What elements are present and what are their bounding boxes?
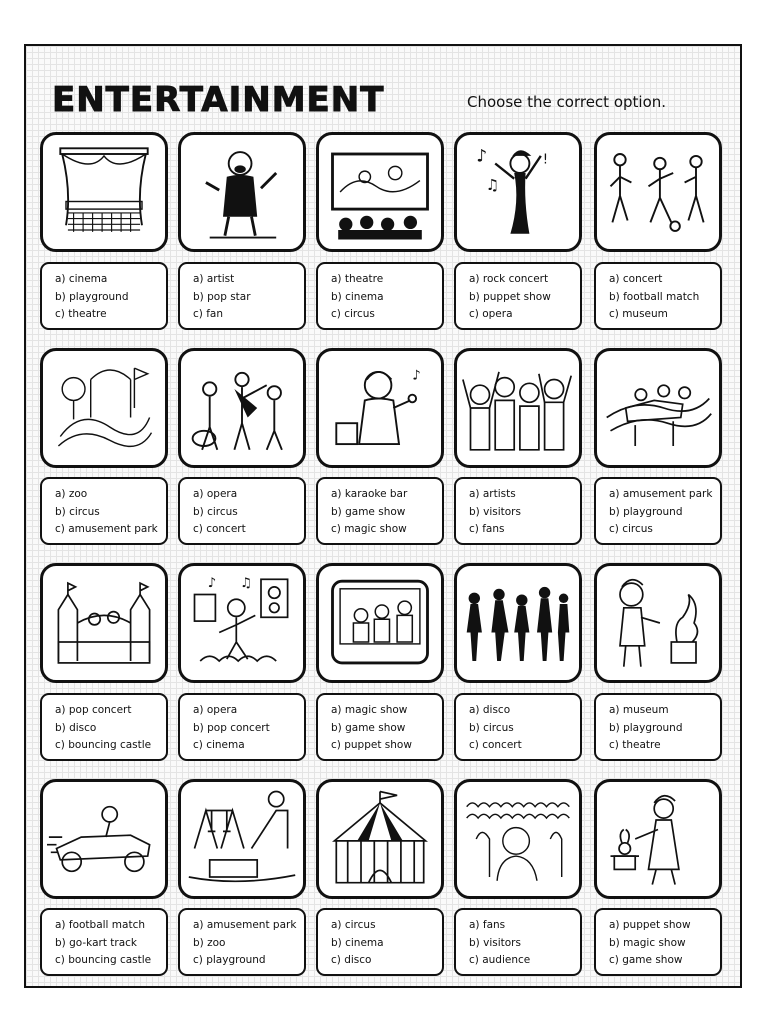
option-c[interactable]: c) playground bbox=[193, 954, 266, 966]
option-b[interactable]: b) visitors bbox=[469, 936, 521, 949]
option-c[interactable]: c) bouncing castle bbox=[55, 954, 152, 966]
options-box bbox=[594, 477, 722, 545]
option-c[interactable]: c) bouncing castle bbox=[55, 739, 152, 751]
options-box bbox=[316, 477, 444, 545]
option-b[interactable]: b) visitors bbox=[469, 505, 521, 518]
option-a[interactable]: a) disco bbox=[469, 704, 511, 716]
options-box bbox=[40, 477, 168, 545]
options-box bbox=[454, 908, 582, 976]
options-box bbox=[594, 693, 722, 761]
museum-visitor-icon bbox=[594, 563, 722, 683]
options-box bbox=[178, 262, 306, 330]
option-c[interactable]: c) magic show bbox=[331, 523, 407, 535]
worksheet-title: ENTERTAINMENT bbox=[52, 80, 385, 120]
options-box bbox=[178, 477, 306, 545]
option-c[interactable]: c) theatre bbox=[55, 308, 107, 320]
options-box bbox=[316, 262, 444, 330]
option-a[interactable]: a) football match bbox=[55, 919, 146, 931]
cinema-screen-icon bbox=[316, 132, 444, 252]
options-box bbox=[178, 908, 306, 976]
option-b[interactable]: b) game show bbox=[331, 505, 406, 518]
option-a[interactable]: a) pop concert bbox=[55, 704, 132, 716]
magician-icon bbox=[594, 779, 722, 899]
puppet-show-icon bbox=[316, 563, 444, 683]
option-a[interactable]: a) artist bbox=[193, 273, 235, 285]
option-b[interactable]: b) magic show bbox=[609, 936, 686, 949]
options-box bbox=[454, 477, 582, 545]
svg-text:♪: ♪ bbox=[412, 368, 421, 384]
option-a[interactable]: a) amusement park bbox=[609, 488, 713, 500]
option-c[interactable]: c) fan bbox=[193, 308, 223, 320]
cheering-fans-icon bbox=[454, 348, 582, 468]
options-box bbox=[316, 908, 444, 976]
option-c[interactable]: c) circus bbox=[609, 523, 653, 535]
option-b[interactable]: b) circus bbox=[55, 505, 100, 518]
karaoke-singer-icon bbox=[316, 348, 444, 468]
option-b[interactable]: b) playground bbox=[609, 505, 683, 518]
option-a[interactable]: a) artists bbox=[469, 488, 516, 500]
go-kart-icon bbox=[40, 779, 168, 899]
option-c[interactable]: c) puppet show bbox=[331, 739, 412, 751]
option-b[interactable]: b) pop concert bbox=[193, 721, 270, 734]
worksheet-instruction: Choose the correct option. bbox=[467, 93, 667, 111]
orchestra-icon bbox=[178, 348, 306, 468]
option-b[interactable]: b) circus bbox=[469, 721, 514, 734]
option-a[interactable]: a) puppet show bbox=[609, 919, 691, 931]
theatre-stage-icon bbox=[40, 132, 168, 252]
football-players-icon bbox=[594, 132, 722, 252]
option-a[interactable]: a) rock concert bbox=[469, 273, 549, 285]
svg-text:♫: ♫ bbox=[240, 575, 253, 591]
option-b[interactable]: b) game show bbox=[331, 721, 406, 734]
rock-singer-icon bbox=[454, 132, 582, 252]
option-b[interactable]: b) playground bbox=[609, 721, 683, 734]
option-a[interactable]: a) concert bbox=[609, 273, 663, 285]
option-c[interactable]: c) concert bbox=[469, 739, 522, 751]
circus-tent-icon bbox=[316, 779, 444, 899]
option-a[interactable]: a) opera bbox=[193, 488, 238, 500]
option-c[interactable]: c) circus bbox=[331, 308, 375, 320]
options-box bbox=[454, 693, 582, 761]
options-box bbox=[316, 693, 444, 761]
option-a[interactable]: a) amusement park bbox=[193, 919, 297, 931]
option-c[interactable]: c) fans bbox=[469, 523, 505, 535]
playground-icon bbox=[178, 779, 306, 899]
option-b[interactable]: b) zoo bbox=[193, 936, 226, 949]
pop-concert-icon bbox=[178, 563, 306, 683]
svg-text:♪: ♪ bbox=[476, 146, 488, 167]
options-box bbox=[454, 262, 582, 330]
option-b[interactable]: b) puppet show bbox=[469, 290, 551, 303]
roller-coaster-icon bbox=[594, 348, 722, 468]
option-c[interactable]: c) museum bbox=[609, 308, 668, 320]
option-c[interactable]: c) cinema bbox=[193, 739, 245, 751]
options-box bbox=[178, 693, 306, 761]
svg-text:♫: ♫ bbox=[485, 176, 500, 195]
option-a[interactable]: a) circus bbox=[331, 919, 376, 931]
audience-icon bbox=[454, 779, 582, 899]
options-box bbox=[40, 262, 168, 330]
option-b[interactable]: b) playground bbox=[55, 290, 129, 303]
option-a[interactable]: a) zoo bbox=[55, 488, 88, 500]
option-c[interactable]: c) audience bbox=[469, 954, 531, 966]
option-b[interactable]: b) cinema bbox=[331, 290, 384, 303]
bouncing-castle-icon bbox=[40, 563, 168, 683]
options-box bbox=[40, 908, 168, 976]
option-b[interactable]: b) go-kart track bbox=[55, 936, 137, 949]
option-a[interactable]: a) theatre bbox=[331, 273, 384, 285]
option-a[interactable]: a) fans bbox=[469, 919, 506, 931]
option-b[interactable]: b) pop star bbox=[193, 290, 251, 303]
option-b[interactable]: b) football match bbox=[609, 290, 700, 303]
options-box bbox=[594, 908, 722, 976]
option-c[interactable]: c) game show bbox=[609, 954, 683, 966]
option-c[interactable]: c) amusement park bbox=[55, 523, 158, 535]
option-a[interactable]: a) cinema bbox=[55, 273, 108, 285]
option-c[interactable]: c) opera bbox=[469, 308, 513, 320]
svg-text:♪: ♪ bbox=[207, 575, 217, 591]
option-b[interactable]: b) circus bbox=[193, 505, 238, 518]
singer-icon bbox=[178, 132, 306, 252]
svg-text:!: ! bbox=[542, 152, 549, 168]
option-c[interactable]: c) concert bbox=[193, 523, 246, 535]
disco-dancers-icon bbox=[454, 563, 582, 683]
option-b[interactable]: b) disco bbox=[55, 721, 97, 734]
option-a[interactable]: a) karaoke bar bbox=[331, 488, 408, 500]
option-c[interactable]: c) theatre bbox=[609, 739, 661, 751]
options-box bbox=[40, 693, 168, 761]
options-box bbox=[594, 262, 722, 330]
option-a[interactable]: a) magic show bbox=[331, 704, 408, 716]
option-b[interactable]: b) cinema bbox=[331, 936, 384, 949]
option-c[interactable]: c) disco bbox=[331, 954, 372, 966]
option-a[interactable]: a) museum bbox=[609, 704, 669, 716]
option-a[interactable]: a) opera bbox=[193, 704, 238, 716]
amusement-park-icon bbox=[40, 348, 168, 468]
